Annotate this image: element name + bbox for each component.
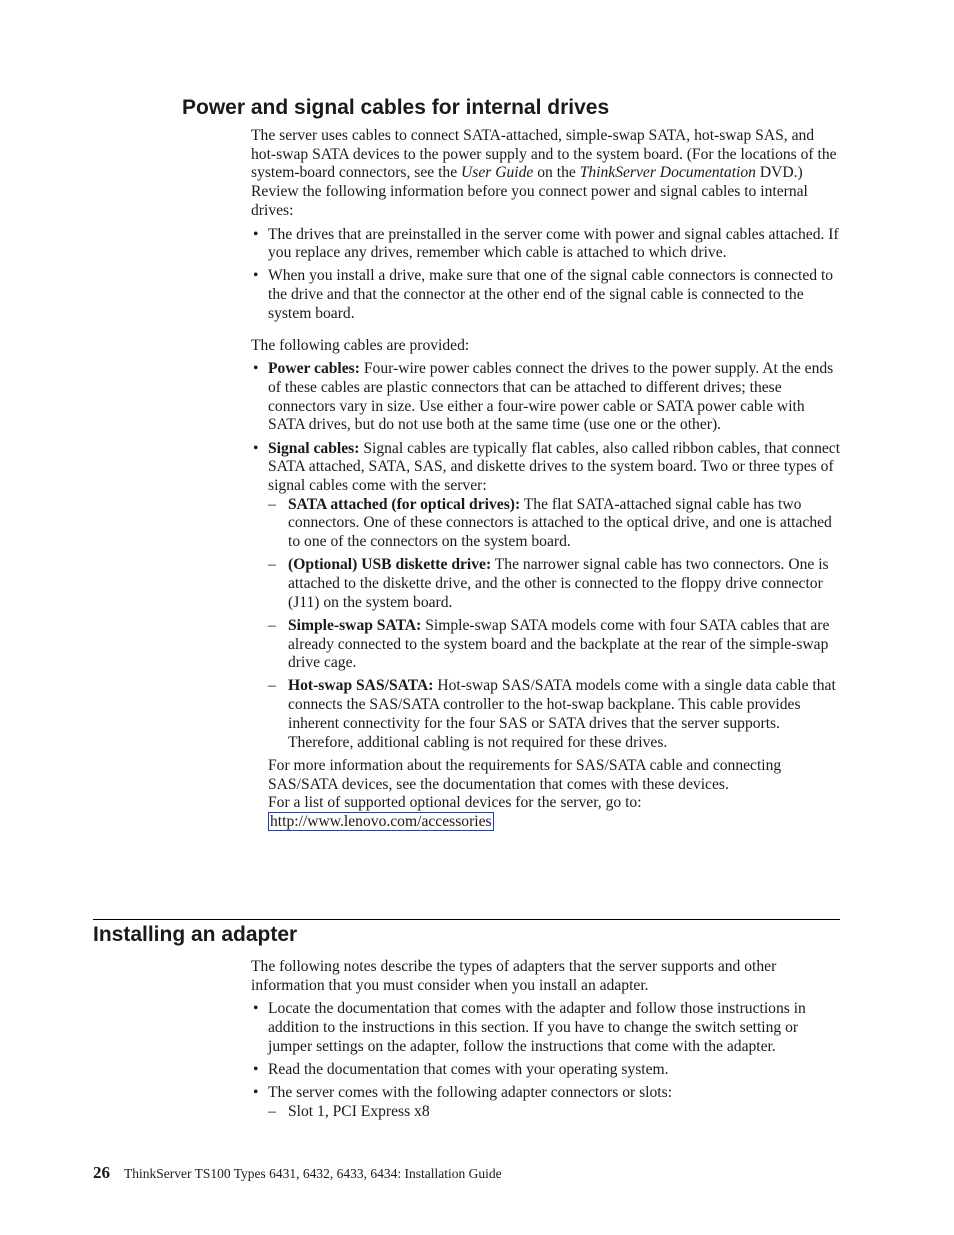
section-adapter-body xyxy=(251,958,843,1126)
list-item: – (Optional) USB diskette drive: The narrower signal cable has two connectors. One is attached to the diskette drive, and the other is connected to the floppy drive connector (J11) on the system board. xyxy=(268,556,843,612)
list-item: – Hot-swap SAS/SATA: Hot-swap SAS/SATA models come with a single data cable that connects the SAS/SATA controller to the hot-swap backplane. This cable provides inherent connectivity for the four SAS or SATA drives that the server supports. Therefore, additional cabling is not required for these drives. xyxy=(268,677,843,752)
cables-provided-intro: The following cables are provided: xyxy=(251,336,470,354)
list-item: • Locate the documentation that comes with the adapter and follow those instructions in addition to the instructions in this section. If you have to change the switch setting or jumper settings on the adapter, follow the instructions that come with the adapter. xyxy=(251,1000,843,1056)
optional-devices-note: For a list of supported optional devices for the server, go to: http://www.lenovo.com/accessories xyxy=(268,794,642,830)
adapter-slots-list xyxy=(268,1103,843,1122)
page-footer xyxy=(93,1163,502,1183)
cables-list xyxy=(251,360,843,831)
intro-paragraph: The server uses cables to connect SATA-attached, simple-swap SATA, hot-swap SAS, and hot-swap SATA devices to the power supply and to the system board. (For the locations of the system-board connectors, see the User Guide on the ThinkServer Documentation DVD.) Review the following information before you connect power and signal cables to internal drives: xyxy=(251,127,837,219)
section-heading-power-signal-cables: Power and signal cables for internal drives xyxy=(182,96,610,119)
footer-text: ThinkServer TS100 Types 6431, 6432, 6433, 6434: Installation Guide xyxy=(124,1166,502,1181)
accessories-link[interactable]: http://www.lenovo.com/accessories xyxy=(270,812,492,830)
list-item: – Slot 1, PCI Express x8 xyxy=(268,1103,843,1122)
sas-sata-info-note: For more information about the requirements for SAS/SATA cable and connecting SAS/SATA devices, see the documentation that comes with these devices. xyxy=(268,756,782,793)
list-item: – Simple-swap SATA: Simple-swap SATA models come with four SATA cables that are already connected to the system board and the backplate at the rear of the simple-swap drive cage. xyxy=(268,617,843,673)
section-power-signal-body xyxy=(251,127,843,836)
list-item: • Read the documentation that comes with your operating system. xyxy=(251,1061,843,1080)
list-item: • The drives that are preinstalled in the server come with power and signal cables attached. If you replace any drives, remember which cable is attached to which drive. xyxy=(251,226,843,263)
section-heading-installing-adapter: Installing an adapter xyxy=(93,923,298,946)
list-item: – SATA attached (for optical drives): The flat SATA-attached signal cable has two connectors. One of these connectors is attached to the optical drive, and one is attached to one of the connectors on the system board. xyxy=(268,496,843,552)
list-item-power-cables: • Power cables: Four-wire power cables connect the drives to the power supply. At the ends of these cables are plastic connectors that can be attached to different drives; these connectors vary in size. Use either a four-wire power cable or SATA power cable with SATA drives, but do not use both at the same time (use one or the other). xyxy=(251,360,843,435)
drive-notes-list xyxy=(251,226,843,324)
section-divider xyxy=(93,919,840,920)
signal-cable-types-list xyxy=(268,496,843,753)
adapter-notes-list xyxy=(251,1000,843,1121)
list-item: • The server comes with the following adapter connectors or slots: – Slot 1, PCI Express x8 xyxy=(251,1084,843,1121)
list-item: • When you install a drive, make sure that one of the signal cable connectors is connected to the drive and that the connector at the other end of the signal cable is connected to the system board. xyxy=(251,267,843,323)
page-number: 26 xyxy=(93,1163,110,1182)
intro-paragraph: The following notes describe the types of adapters that the server supports and other information that you must consider when you install an adapter. xyxy=(251,958,777,994)
list-item-signal-cables: • Signal cables: Signal cables are typically flat cables, also called ribbon cables, that connect SATA attached, SATA, SAS, and diskette drives to the system board. Two or three types of signal cables come with the server: – SATA attached (for optical drives): The flat SATA-attached signal cable has two connectors. One of these connectors is attached to the optical drive, and one is attached to one of the connectors on the system board. – (Optional) USB diskette drive: The narrower signal cable has two connectors. One is attached to the diskette drive, and the other is connected to the floppy drive connector (J11) on the system board. – Simple-swap SATA: Simple-swap SATA models come with four SATA cables that are already connected to the system board and the backplate at the rear of the simple-swap drive cage. – Hot-swap SAS/SATA: Hot-swap SAS/SATA models come with a single data cable that connects the SAS/SATA controller to the hot-swap backplane. This cable provides inherent connectivity for the four SAS or SATA drives that the server supports. Therefore, additional cabling is not required for these drives. For more information about the requirements for SAS/SATA cable and connecting SAS/SATA devices, see the documentation that comes with these devices. For a list of supported optional devices for the server, go to: http://www.lenovo.com/accessories xyxy=(251,440,843,832)
